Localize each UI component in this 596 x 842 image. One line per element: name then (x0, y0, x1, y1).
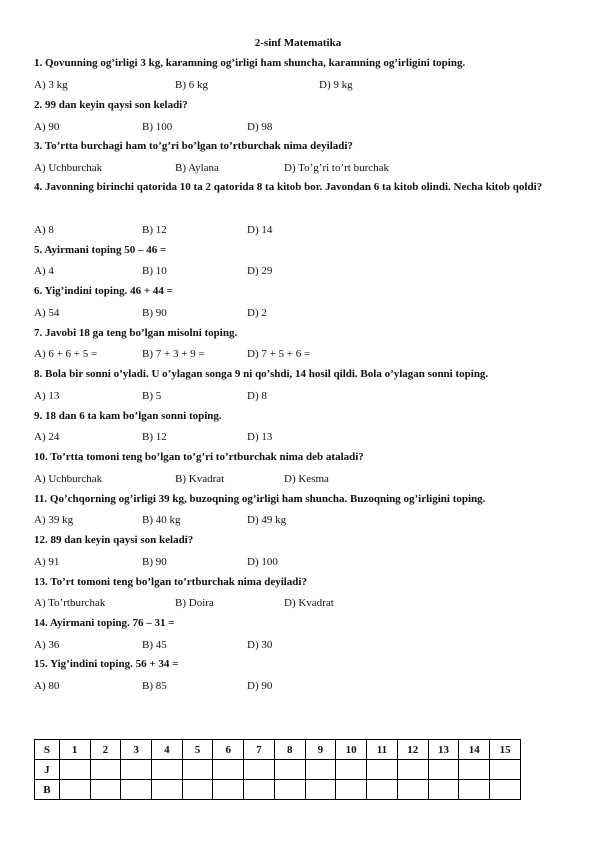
question-14: 14. Ayirmani toping. 76 – 31 = (34, 617, 175, 629)
column-header: 5 (182, 740, 213, 760)
answer-cell[interactable] (213, 780, 244, 800)
question-1: 1. Qovunning og’irligi 3 kg, karamning og’irligi ham shuncha, karamning og’irligini toping. (34, 57, 466, 69)
answer-cell[interactable] (367, 760, 398, 780)
option-a: A) 13 (34, 390, 60, 402)
option-b: B) 85 (142, 680, 167, 692)
question-7: 7. Javobi 18 ga teng bo’lgan misolni toping. (34, 327, 238, 339)
table-row-j (35, 760, 521, 780)
option-a: A) 80 (34, 680, 60, 692)
answer-cell[interactable] (182, 780, 213, 800)
question-5: 5. Ayirmani toping 50 – 46 = (34, 244, 167, 256)
answer-cell[interactable] (490, 760, 521, 780)
option-d: D) 9 kg (319, 79, 353, 91)
answer-cell[interactable] (244, 780, 275, 800)
column-header: 1 (59, 740, 90, 760)
answer-cell[interactable] (182, 760, 213, 780)
answer-cell[interactable] (459, 780, 490, 800)
column-header: 4 (151, 740, 182, 760)
option-b: B) 40 kg (142, 514, 181, 526)
answer-cell[interactable] (336, 760, 367, 780)
column-header: 9 (305, 740, 336, 760)
question-15: 15. Yig’indini toping. 56 + 34 = (34, 658, 179, 670)
answer-cell[interactable] (151, 780, 182, 800)
answer-cell[interactable] (490, 780, 521, 800)
answer-cell[interactable] (397, 780, 428, 800)
question-8: 8. Bola bir sonni o’yladi. U o’ylagan songa 9 ni qo’shdi, 14 hosil qildi. Bola o’ylagan sonni toping. (34, 368, 489, 380)
answer-cell[interactable] (274, 780, 305, 800)
question-6: 6. Yig’indini toping. 46 + 44 = (34, 285, 173, 297)
option-d: D) 7 + 5 + 6 = (247, 348, 311, 360)
column-header: 6 (213, 740, 244, 760)
option-b: B) Doira (175, 597, 214, 609)
option-a: A) 90 (34, 121, 60, 133)
answer-cell[interactable] (336, 780, 367, 800)
question-10: 10. To’rtta tomoni teng bo’lgan to’g’ri to’rtburchak nima deb ataladi? (34, 451, 364, 463)
answer-cell[interactable] (90, 760, 121, 780)
option-d: D) To’g’ri to’rt burchak (284, 162, 390, 174)
question-4: 4. Javonning birinchi qatorida 10 ta 2 qatorida 8 ta kitob bor. Javondan 6 ta kitob olindi. Necha kitob qoldi? (34, 181, 543, 193)
option-b: B) 12 (142, 224, 167, 236)
answer-cell[interactable] (397, 760, 428, 780)
question-2: 2. 99 dan keyin qaysi son keladi? (34, 99, 188, 111)
option-b: B) 10 (142, 265, 167, 277)
option-a: A) 36 (34, 639, 60, 651)
column-header: 13 (428, 740, 459, 760)
page-title: 2-sinf Matematika (254, 37, 342, 49)
question-13: 13. To’rt tomoni teng bo’lgan to’rtburchak nima deyiladi? (34, 576, 307, 588)
option-a: A) Uchburchak (34, 473, 103, 485)
option-a: A) 39 kg (34, 514, 74, 526)
answer-cell[interactable] (305, 760, 336, 780)
option-d: D) 100 (247, 556, 278, 568)
answer-cell[interactable] (244, 760, 275, 780)
option-a: A) 24 (34, 431, 60, 443)
option-b: B) 45 (142, 639, 167, 651)
option-d: D) 49 kg (247, 514, 287, 526)
option-a: A) 8 (34, 224, 54, 236)
column-header: 10 (336, 740, 367, 760)
answer-cell[interactable] (151, 760, 182, 780)
column-header: 15 (490, 740, 521, 760)
column-header: 3 (121, 740, 152, 760)
option-b: B) 5 (142, 390, 162, 402)
option-d: D) 98 (247, 121, 273, 133)
column-header: 2 (90, 740, 121, 760)
answer-cell[interactable] (121, 780, 152, 800)
answer-table (34, 739, 521, 800)
column-header: 14 (459, 740, 490, 760)
answer-cell[interactable] (305, 780, 336, 800)
option-b: B) 12 (142, 431, 167, 443)
answer-cell[interactable] (213, 760, 244, 780)
option-d: D) 13 (247, 431, 273, 443)
row-label-b: B (35, 780, 60, 800)
question-11: 11. Qo’chqorning og’irligi 39 kg, buzoqning og’irligi ham shuncha. Buzoqning og’irligini toping. (34, 493, 486, 505)
option-d: D) Kesma (284, 473, 329, 485)
answer-cell[interactable] (59, 760, 90, 780)
answer-cell[interactable] (59, 780, 90, 800)
answer-cell[interactable] (90, 780, 121, 800)
option-b: B) 100 (142, 121, 173, 133)
question-9: 9. 18 dan 6 ta kam bo’lgan sonni toping. (34, 410, 222, 422)
option-a: A) 91 (34, 556, 60, 568)
row-label-j: J (35, 760, 60, 780)
answer-cell[interactable] (428, 760, 459, 780)
answer-cell[interactable] (274, 760, 305, 780)
option-a: A) 6 + 6 + 5 = (34, 348, 98, 360)
question-12: 12. 89 dan keyin qaysi son keladi? (34, 534, 194, 546)
option-d: D) 30 (247, 639, 273, 651)
option-d: D) 14 (247, 224, 273, 236)
answer-cell[interactable] (428, 780, 459, 800)
option-d: D) Kvadrat (284, 597, 334, 609)
question-3: 3. To’rtta burchagi ham to’g’ri bo’lgan to’rtburchak nima deyiladi? (34, 140, 353, 152)
table-row-s (35, 740, 521, 760)
option-b: B) 6 kg (175, 79, 208, 91)
option-d: D) 29 (247, 265, 273, 277)
column-header: 8 (274, 740, 305, 760)
table-row-b (35, 780, 521, 800)
answer-cell[interactable] (459, 760, 490, 780)
column-header: 7 (244, 740, 275, 760)
option-b: B) Kvadrat (175, 473, 225, 485)
option-a: A) 54 (34, 307, 60, 319)
column-header: 11 (367, 740, 398, 760)
option-b: B) 90 (142, 556, 167, 568)
option-a: A) 4 (34, 265, 54, 277)
answer-cell[interactable] (121, 760, 152, 780)
option-a: A) To’rtburchak (34, 597, 106, 609)
option-b: B) 90 (142, 307, 167, 319)
option-b: B) Aylana (175, 162, 219, 174)
option-a: A) Uchburchak (34, 162, 103, 174)
option-a: A) 3 kg (34, 79, 68, 91)
option-d: D) 2 (247, 307, 267, 319)
answer-cell[interactable] (367, 780, 398, 800)
column-header: 12 (397, 740, 428, 760)
options-15 (34, 680, 564, 698)
option-b: B) 7 + 3 + 9 = (142, 348, 205, 360)
row-label-s: S (35, 740, 60, 760)
option-d: D) 90 (247, 680, 273, 692)
option-d: D) 8 (247, 390, 267, 402)
